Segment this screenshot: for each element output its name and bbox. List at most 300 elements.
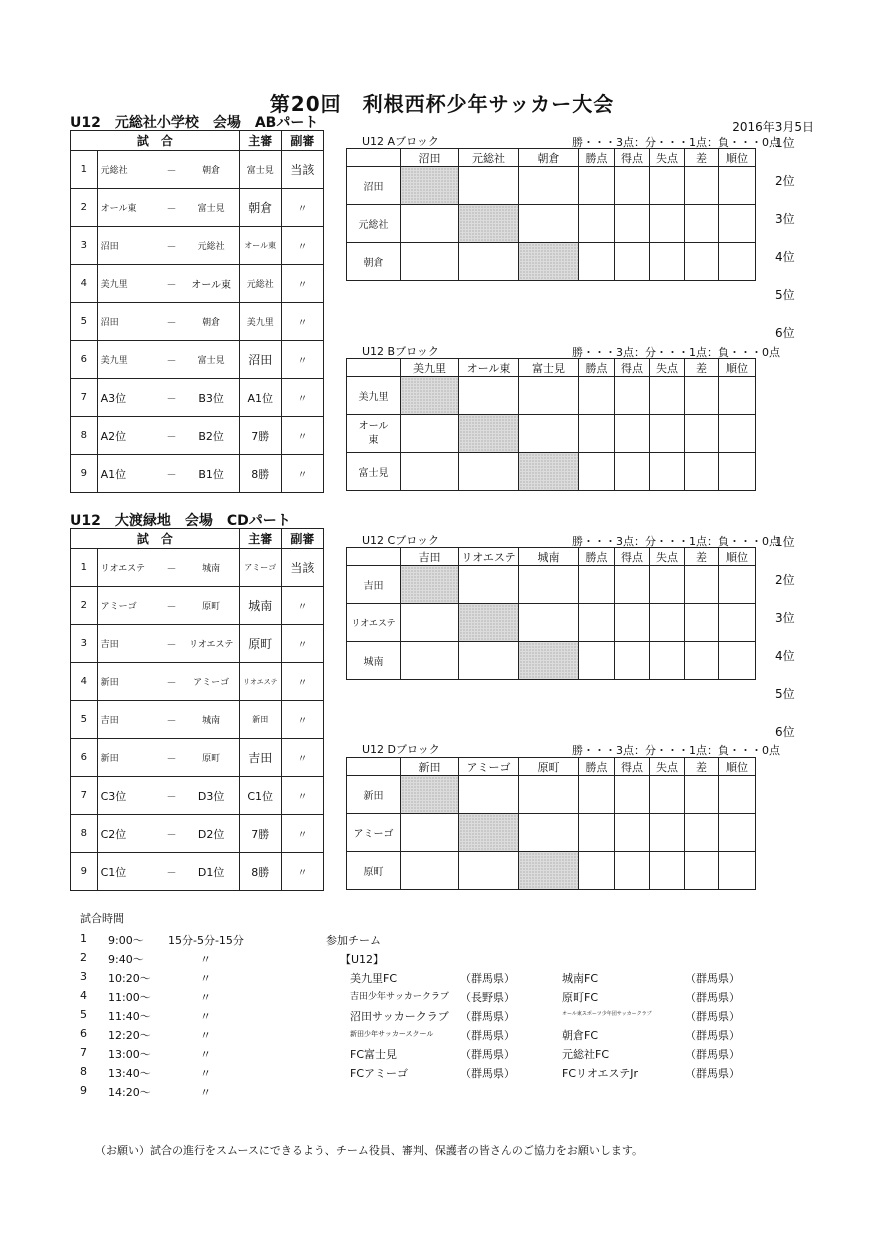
- referee-team: 沼田: [239, 341, 281, 379]
- versus-dash: －: [159, 189, 183, 227]
- assistant-team: 〃: [281, 341, 323, 379]
- versus-dash: －: [159, 587, 183, 625]
- match-number: 9: [71, 455, 98, 493]
- referee-team: 8勝: [239, 853, 281, 891]
- schedule-no: 5: [80, 1008, 87, 1021]
- match-row: [71, 417, 324, 455]
- goal-diff-cell: [685, 243, 719, 281]
- home-team: アミーゴ: [97, 587, 159, 625]
- self-match-cell: [459, 205, 519, 243]
- match-row: [71, 379, 324, 417]
- rank-cell: [719, 205, 756, 243]
- assistant-team: 〃: [281, 777, 323, 815]
- match-row: [71, 663, 324, 701]
- match-row: [71, 265, 324, 303]
- result-cell: [519, 814, 579, 852]
- self-match-cell: [459, 814, 519, 852]
- goals-against-cell: [650, 566, 685, 604]
- rank-cell: [719, 377, 756, 415]
- rank-cell: [719, 642, 756, 680]
- schedule-no: 7: [80, 1046, 87, 1059]
- away-team: B1位: [184, 455, 239, 493]
- rank-cell: [719, 852, 756, 890]
- away-team: 富士見: [184, 189, 239, 227]
- team-col-header: 城南: [519, 548, 579, 566]
- rank-header: 順位: [719, 548, 756, 566]
- schedule-time: 13:40～: [108, 1067, 151, 1080]
- versus-dash: －: [159, 777, 183, 815]
- participant-pref: （群馬県）: [460, 1029, 515, 1042]
- block-a-points-rule: 勝・・・3点：分・・・1点：負・・・0点: [572, 136, 780, 149]
- schedule-format: 〃: [200, 1067, 211, 1080]
- team-col-header: 元総社: [459, 149, 519, 167]
- team-col-header: オール東: [459, 359, 519, 377]
- match-row: [71, 341, 324, 379]
- points-header: 勝点: [579, 548, 615, 566]
- assistant-team: 当該: [281, 549, 323, 587]
- rank-label-1: 1位: [775, 136, 795, 150]
- home-team: C1位: [97, 853, 159, 891]
- match-number: 6: [71, 341, 98, 379]
- team-row-label: 沼田: [347, 167, 401, 205]
- goals-against-header: 失点: [650, 548, 685, 566]
- goals-against-cell: [650, 415, 685, 453]
- referee-team: アミーゴ: [239, 549, 281, 587]
- participant-pref: （群馬県）: [685, 1048, 740, 1061]
- team-col-header: 朝倉: [519, 149, 579, 167]
- goal-diff-cell: [685, 205, 719, 243]
- team-row-label: アミーゴ: [347, 814, 401, 852]
- rank-cell: [719, 243, 756, 281]
- schedule-format: 〃: [200, 1086, 211, 1099]
- team-col-header: 原町: [519, 758, 579, 776]
- block-a-label: U12 Aブロック: [362, 135, 439, 148]
- match-row: [71, 151, 324, 189]
- goals-for-header: 得点: [615, 758, 650, 776]
- schedule-time: 13:00～: [108, 1048, 151, 1061]
- versus-dash: －: [159, 815, 183, 853]
- participant-pref: （群馬県）: [460, 972, 515, 985]
- versus-dash: －: [159, 303, 183, 341]
- goals-against-cell: [650, 642, 685, 680]
- result-cell: [459, 167, 519, 205]
- points-cell: [579, 453, 615, 491]
- referee-team: 吉田: [239, 739, 281, 777]
- match-row: [71, 777, 324, 815]
- block-b-label: U12 Bブロック: [362, 345, 439, 358]
- schedule-no: 3: [80, 970, 87, 983]
- result-cell: [459, 243, 519, 281]
- goals-for-cell: [615, 776, 650, 814]
- corner-cell: [347, 359, 401, 377]
- assistant-team: 〃: [281, 587, 323, 625]
- referee-team: 美九里: [239, 303, 281, 341]
- team-col-header: アミーゴ: [459, 758, 519, 776]
- referee-team: 原町: [239, 625, 281, 663]
- part-cd-match-table: [70, 528, 324, 891]
- versus-dash: －: [159, 701, 183, 739]
- self-match-cell: [401, 377, 459, 415]
- assistant-team: 〃: [281, 189, 323, 227]
- versus-dash: －: [159, 455, 183, 493]
- participant-pref: （群馬県）: [685, 1010, 740, 1023]
- match-number: 2: [71, 587, 98, 625]
- match-row: [71, 701, 324, 739]
- match-number: 7: [71, 777, 98, 815]
- rank-label-5: 5位: [775, 687, 795, 701]
- goals-for-cell: [615, 243, 650, 281]
- assistant-team: 〃: [281, 417, 323, 455]
- assistant-header: 副審: [281, 529, 323, 549]
- team-row-label: 新田: [347, 776, 401, 814]
- team-row-label: 吉田: [347, 566, 401, 604]
- match-number: 1: [71, 549, 98, 587]
- away-team: 原町: [184, 739, 239, 777]
- home-team: 吉田: [97, 701, 159, 739]
- self-match-cell: [519, 453, 579, 491]
- block-row: [347, 642, 756, 680]
- participant-name: 元総社FC: [562, 1048, 610, 1061]
- goals-against-cell: [650, 205, 685, 243]
- match-row: [71, 189, 324, 227]
- rank-label-3: 3位: [775, 212, 795, 226]
- block-d-table: [346, 757, 756, 890]
- away-team: 朝倉: [184, 303, 239, 341]
- goals-against-cell: [650, 604, 685, 642]
- schedule-time: 11:40～: [108, 1010, 151, 1023]
- cooperation-note: （お願い）試合の進行をスムースにできるよう、チーム役員、審判、保護者の皆さんのご協力をお願いします。: [95, 1144, 644, 1157]
- team-row-label: 美九里: [347, 377, 401, 415]
- goals-for-cell: [615, 453, 650, 491]
- page-title: 第20回 利根西杯少年サッカー大会: [269, 92, 615, 116]
- away-team: D2位: [184, 815, 239, 853]
- referee-team: 8勝: [239, 455, 281, 493]
- rank-cell: [719, 604, 756, 642]
- referee-header: 主審: [239, 529, 281, 549]
- goal-diff-cell: [685, 415, 719, 453]
- schedule-time: 12:20～: [108, 1029, 151, 1042]
- result-cell: [459, 566, 519, 604]
- participant-pref: （群馬県）: [685, 1029, 740, 1042]
- home-team: C2位: [97, 815, 159, 853]
- away-team: D3位: [184, 777, 239, 815]
- referee-team: 7勝: [239, 417, 281, 455]
- away-team: B3位: [184, 379, 239, 417]
- match-row: [71, 549, 324, 587]
- participant-name: 原町FC: [562, 991, 599, 1004]
- participant-name: 新田少年サッカースクール: [350, 1030, 434, 1038]
- match-number: 3: [71, 227, 98, 265]
- goal-diff-cell: [685, 167, 719, 205]
- goals-for-cell: [615, 377, 650, 415]
- points-cell: [579, 377, 615, 415]
- match-number: 9: [71, 853, 98, 891]
- rank-label-1: 1位: [775, 535, 795, 549]
- rank-header: 順位: [719, 149, 756, 167]
- result-cell: [519, 205, 579, 243]
- home-team: A2位: [97, 417, 159, 455]
- referee-team: オール東: [239, 227, 281, 265]
- assistant-team: 〃: [281, 701, 323, 739]
- home-team: A1位: [97, 455, 159, 493]
- referee-team: 城南: [239, 587, 281, 625]
- rank-cell: [719, 415, 756, 453]
- away-team: 富士見: [184, 341, 239, 379]
- block-row: [347, 377, 756, 415]
- match-row: [71, 625, 324, 663]
- away-team: 城南: [184, 549, 239, 587]
- rank-cell: [719, 453, 756, 491]
- self-match-cell: [401, 776, 459, 814]
- team-col-header: 富士見: [519, 359, 579, 377]
- rank-label-2: 2位: [775, 174, 795, 188]
- schedule-no: 8: [80, 1065, 87, 1078]
- result-cell: [459, 776, 519, 814]
- points-cell: [579, 852, 615, 890]
- away-team: 城南: [184, 701, 239, 739]
- schedule-time: 9:40～: [108, 953, 144, 966]
- home-team: 吉田: [97, 625, 159, 663]
- home-team: 沼田: [97, 303, 159, 341]
- points-cell: [579, 205, 615, 243]
- result-cell: [401, 243, 459, 281]
- participant-pref: （群馬県）: [460, 1010, 515, 1023]
- match-number: 8: [71, 417, 98, 455]
- versus-dash: －: [159, 265, 183, 303]
- points-cell: [579, 814, 615, 852]
- part-ab-match-table: [70, 130, 324, 493]
- block-row: [347, 453, 756, 491]
- participant-pref: （群馬県）: [685, 972, 740, 985]
- schedule-row: [80, 932, 87, 945]
- result-cell: [459, 377, 519, 415]
- referee-team: A1位: [239, 379, 281, 417]
- team-row-label: リオエステ: [347, 604, 401, 642]
- block-c-table: [346, 547, 756, 680]
- home-team: オール東: [97, 189, 159, 227]
- result-cell: [459, 453, 519, 491]
- assistant-team: 〃: [281, 265, 323, 303]
- team-row-label: 富士見: [347, 453, 401, 491]
- assistant-team: 〃: [281, 455, 323, 493]
- goals-against-cell: [650, 167, 685, 205]
- rank-label-6: 6位: [775, 326, 795, 340]
- corner-cell: [347, 149, 401, 167]
- assistant-team: 〃: [281, 815, 323, 853]
- self-match-cell: [459, 415, 519, 453]
- participant-name: FCリオエステJr: [562, 1067, 639, 1080]
- schedule-time: 14:20～: [108, 1086, 151, 1099]
- participants-heading: 参加チーム: [326, 934, 381, 947]
- goal-diff-cell: [685, 604, 719, 642]
- goal-diff-header: 差: [685, 758, 719, 776]
- match-number: 3: [71, 625, 98, 663]
- block-row: [347, 604, 756, 642]
- result-cell: [459, 642, 519, 680]
- rank-cell: [719, 566, 756, 604]
- goals-for-cell: [615, 205, 650, 243]
- rank-header: 順位: [719, 359, 756, 377]
- referee-header: 主審: [239, 131, 281, 151]
- match-number: 6: [71, 739, 98, 777]
- rank-header: 順位: [719, 758, 756, 776]
- participant-name: 吉田少年サッカークラブ: [350, 992, 449, 1002]
- goals-for-cell: [615, 852, 650, 890]
- versus-dash: －: [159, 739, 183, 777]
- referee-team: リオエステ: [239, 663, 281, 701]
- goals-for-header: 得点: [615, 359, 650, 377]
- result-cell: [519, 167, 579, 205]
- block-d-label: U12 Dブロック: [362, 743, 440, 756]
- goals-for-cell: [615, 604, 650, 642]
- participant-pref: （群馬県）: [685, 1067, 740, 1080]
- points-cell: [579, 566, 615, 604]
- rank-label-4: 4位: [775, 250, 795, 264]
- result-cell: [519, 415, 579, 453]
- goals-against-cell: [650, 243, 685, 281]
- block-row: [347, 205, 756, 243]
- result-cell: [401, 205, 459, 243]
- versus-dash: －: [159, 341, 183, 379]
- points-header: 勝点: [579, 359, 615, 377]
- team-row-label: 城南: [347, 642, 401, 680]
- participant-pref: （群馬県）: [460, 1048, 515, 1061]
- assistant-header: 副審: [281, 131, 323, 151]
- team-col-header: 美九里: [401, 359, 459, 377]
- result-cell: [519, 776, 579, 814]
- block-row: [347, 167, 756, 205]
- corner-cell: [347, 758, 401, 776]
- versus-dash: －: [159, 625, 183, 663]
- goal-diff-cell: [685, 852, 719, 890]
- home-team: 美九里: [97, 265, 159, 303]
- points-cell: [579, 604, 615, 642]
- goals-against-header: 失点: [650, 758, 685, 776]
- result-cell: [401, 852, 459, 890]
- referee-team: 元総社: [239, 265, 281, 303]
- block-row: [347, 566, 756, 604]
- goals-against-header: 失点: [650, 359, 685, 377]
- home-team: 美九里: [97, 341, 159, 379]
- match-row: [71, 853, 324, 891]
- block-a-table: [346, 148, 756, 281]
- result-cell: [519, 377, 579, 415]
- team-row-label: 原町: [347, 852, 401, 890]
- referee-team: C1位: [239, 777, 281, 815]
- self-match-cell: [519, 852, 579, 890]
- points-cell: [579, 167, 615, 205]
- goal-diff-header: 差: [685, 548, 719, 566]
- goals-against-header: 失点: [650, 149, 685, 167]
- match-header: 試 合: [71, 131, 240, 151]
- block-b-points-rule: 勝・・・3点：分・・・1点：負・・・0点: [572, 346, 780, 359]
- match-row: [71, 455, 324, 493]
- assistant-team: 〃: [281, 379, 323, 417]
- team-col-header: リオエステ: [459, 548, 519, 566]
- participant-name: オール東スポーツ少年団サッカークラブ: [562, 1011, 652, 1017]
- assistant-team: 〃: [281, 853, 323, 891]
- schedule-no: 4: [80, 989, 87, 1002]
- schedule-no: 9: [80, 1084, 87, 1097]
- goals-for-cell: [615, 642, 650, 680]
- match-row: [71, 815, 324, 853]
- referee-team: 富士見: [239, 151, 281, 189]
- versus-dash: －: [159, 663, 183, 701]
- match-number: 4: [71, 663, 98, 701]
- goals-against-cell: [650, 814, 685, 852]
- schedule-format: 〃: [200, 972, 211, 985]
- match-number: 1: [71, 151, 98, 189]
- home-team: C3位: [97, 777, 159, 815]
- away-team: D1位: [184, 853, 239, 891]
- match-row: [71, 303, 324, 341]
- away-team: 朝倉: [184, 151, 239, 189]
- participant-name: 沼田サッカークラブ: [350, 1010, 449, 1023]
- home-team: リオエステ: [97, 549, 159, 587]
- home-team: 沼田: [97, 227, 159, 265]
- rank-cell: [719, 776, 756, 814]
- participant-name: 朝倉FC: [562, 1029, 599, 1042]
- schedule-time: 10:20～: [108, 972, 151, 985]
- participant-pref: （長野県）: [460, 991, 515, 1004]
- match-number: 4: [71, 265, 98, 303]
- block-c-label: U12 Cブロック: [362, 534, 440, 547]
- participant-name: 城南FC: [562, 972, 599, 985]
- rank-cell: [719, 814, 756, 852]
- block-c-points-rule: 勝・・・3点：分・・・1点：負・・・0点: [572, 535, 780, 548]
- schedule-time: 11:00～: [108, 991, 151, 1004]
- schedule-format: 〃: [200, 1029, 211, 1042]
- home-team: A3位: [97, 379, 159, 417]
- result-cell: [401, 453, 459, 491]
- goals-against-cell: [650, 852, 685, 890]
- away-team: 元総社: [184, 227, 239, 265]
- goals-against-cell: [650, 453, 685, 491]
- versus-dash: －: [159, 151, 183, 189]
- team-col-header: 新田: [401, 758, 459, 776]
- assistant-team: 〃: [281, 663, 323, 701]
- result-cell: [401, 814, 459, 852]
- home-team: 元総社: [97, 151, 159, 189]
- participant-name: FC富士見: [350, 1048, 398, 1061]
- goal-diff-cell: [685, 814, 719, 852]
- team-row-label: 朝倉: [347, 243, 401, 281]
- away-team: 原町: [184, 587, 239, 625]
- schedule-no: 6: [80, 1027, 87, 1040]
- schedule-time: 9:00～: [108, 934, 144, 947]
- team-col-header: 沼田: [401, 149, 459, 167]
- match-row: [71, 587, 324, 625]
- result-cell: [519, 566, 579, 604]
- result-cell: [401, 415, 459, 453]
- goals-for-cell: [615, 415, 650, 453]
- assistant-team: 〃: [281, 739, 323, 777]
- home-team: 新田: [97, 739, 159, 777]
- participant-name: 美九里FC: [350, 972, 398, 985]
- rank-cell: [719, 167, 756, 205]
- goal-diff-cell: [685, 566, 719, 604]
- away-team: リオエステ: [184, 625, 239, 663]
- team-row-label: オール東: [347, 415, 401, 453]
- match-number: 7: [71, 379, 98, 417]
- rank-label-2: 2位: [775, 573, 795, 587]
- goals-against-cell: [650, 776, 685, 814]
- goal-diff-header: 差: [685, 359, 719, 377]
- event-date: 2016年3月5日: [732, 120, 814, 134]
- block-b-table: [346, 358, 756, 491]
- result-cell: [401, 604, 459, 642]
- schedule-format: 〃: [200, 991, 211, 1004]
